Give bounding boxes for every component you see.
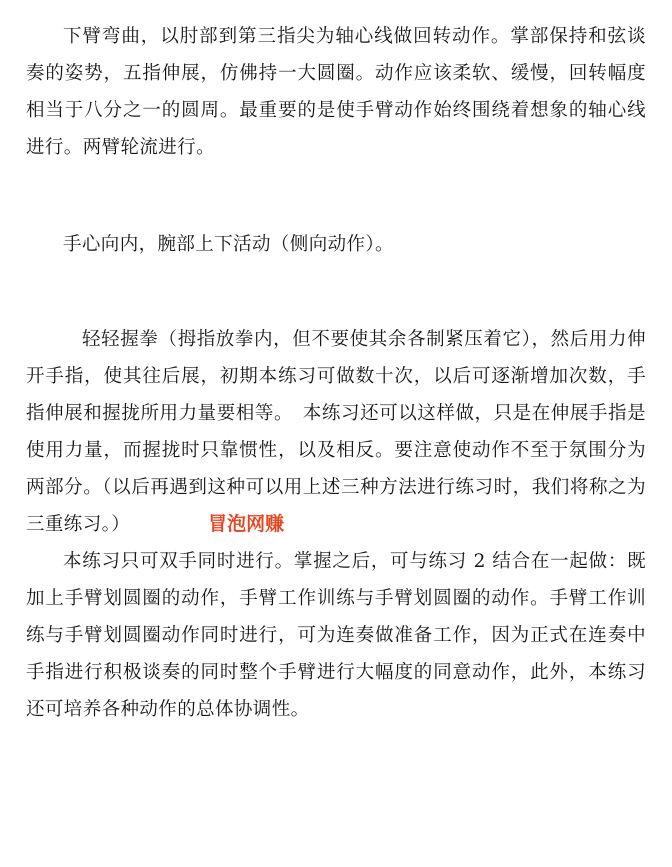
paragraph-1: 下臂弯曲，以肘部到第三指尖为轴心线做回转动作。掌部保持和弦谈奏的姿势，五指伸展，仿佛持一大圆圈。动作应该柔软、缓慢，回转幅度相当于八分之一的圆周。最重要的是使手臂动作始终围绕着想象的轴心线进行。两臂轮流进行。 <box>26 26 646 158</box>
paragraph-spacer-2 <box>26 263 646 321</box>
paragraph-2: 手心向内，腕部上下活动（侧向动作）。 <box>63 234 394 255</box>
paragraph-spacer-1 <box>26 166 646 226</box>
paragraph-3 <box>26 321 646 543</box>
watermark-logo: 冒泡网赚 <box>208 513 285 535</box>
paragraph-3-text: 轻轻握拳（拇指放拳内，但不要使其余各制紧压着它），然后用力伸开手指，使其往后展，初期本练习可做数十次，以后可逐渐增加次数，手指伸展和握拢所用力量要相等。 本练习还可以这样做，只是在伸展手指是使用力量，而握拢时只靠惯性，以及相反。要注意使动作不至于氛围分为两部分。（以后再遇到这种可以用上述三种方法进行练习时，我们将称之为三重练习。） <box>26 329 646 535</box>
paragraph-4: 本练习只可双手同时进行。掌握之后，可与练习 2 结合在一起做：既加上手臂划圆圈的动作，手臂工作训练与手臂划圆圈的动作。手臂工作训练与手臂划圆圈动作同时进行，可为连奏做准备工作，因为正式在连奏中手指进行积极谈奏的同时整个手臂进行大幅度的同意动作，此外，本练习还可培养各种动作的总体协调性。 <box>26 551 646 720</box>
